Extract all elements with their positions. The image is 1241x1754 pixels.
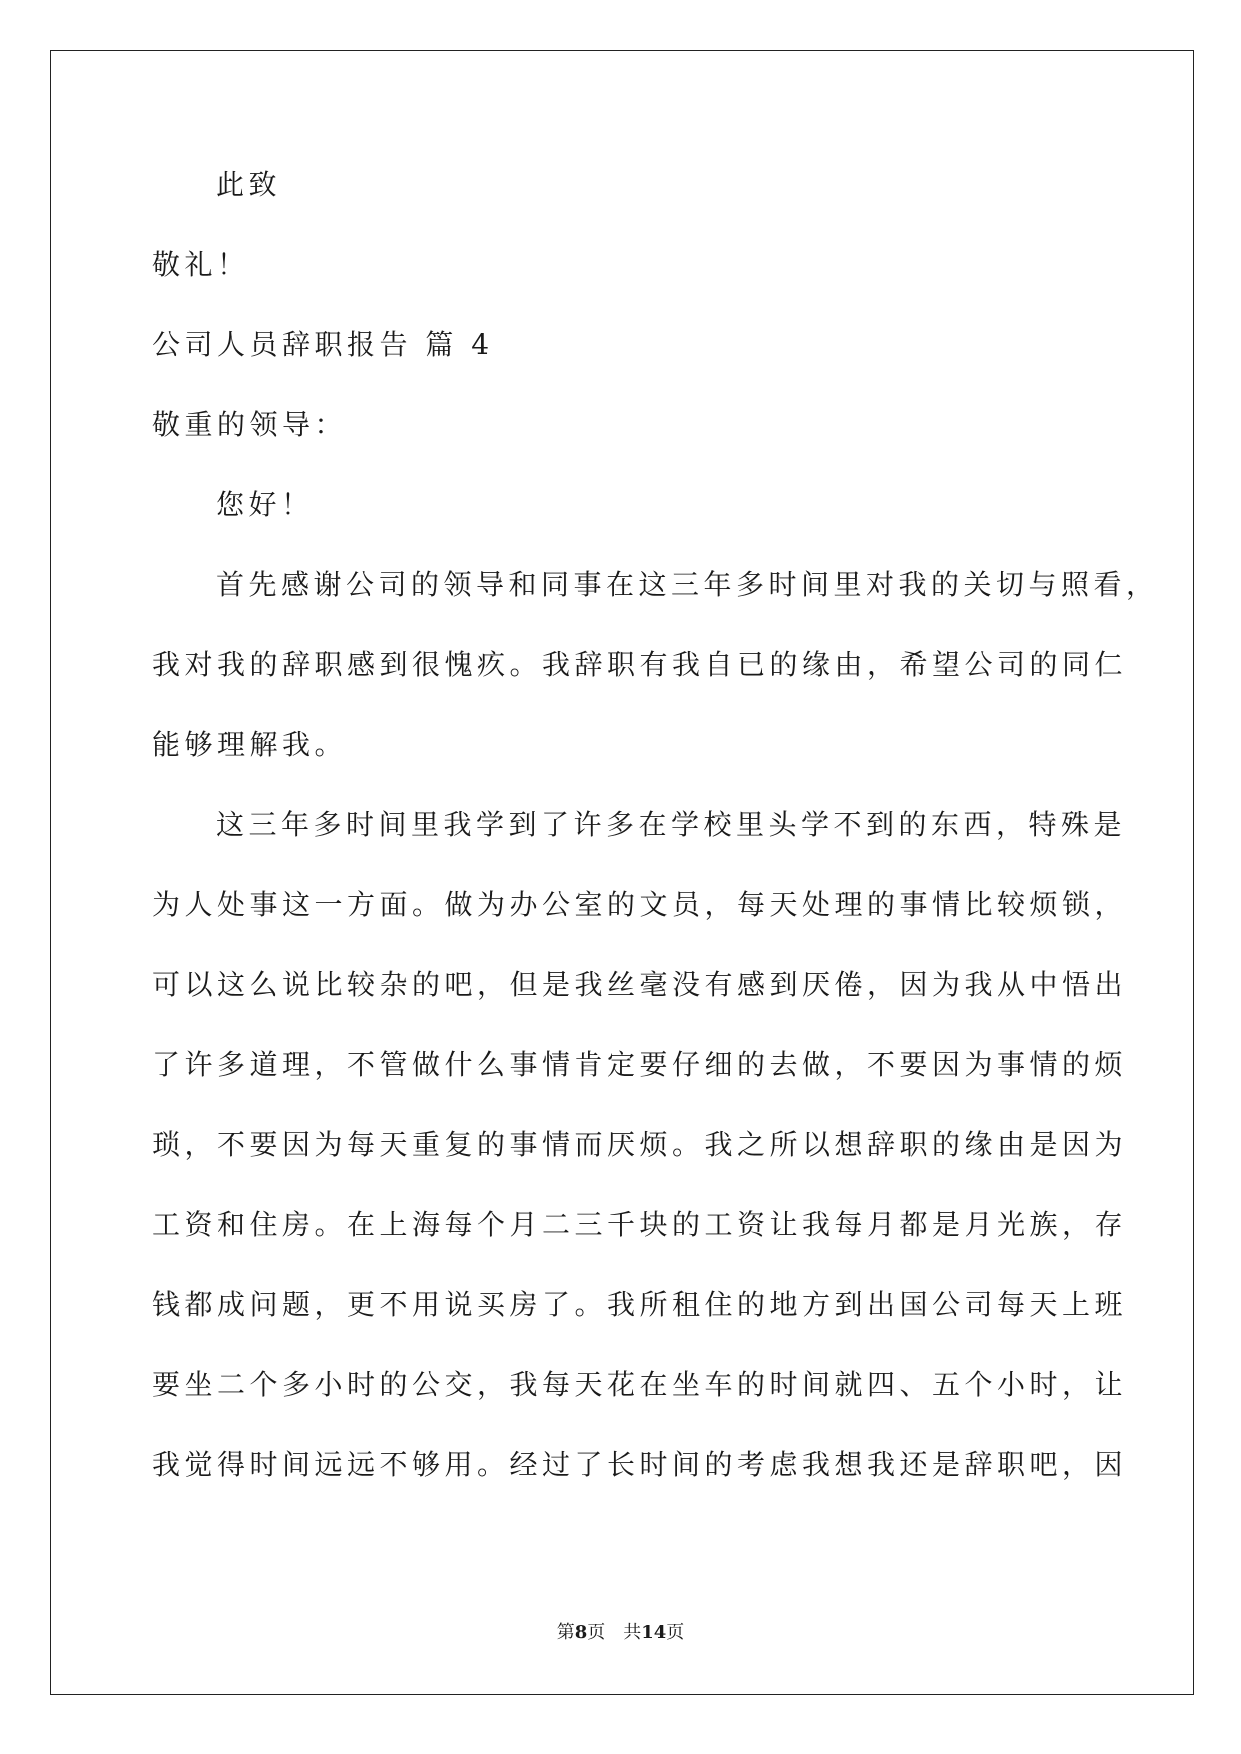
paragraph-line: 工资和住房。在上海每个月二三千块的工资让我每月都是月光族，存 <box>152 1208 1128 1241</box>
paragraph-line: 要坐二个多小时的公交，我每天花在坐车的时间就四、五个小时，让 <box>152 1368 1128 1401</box>
total-prefix: 共 <box>623 1622 642 1643</box>
greeting: 您好！ <box>216 488 314 521</box>
page-total: 14 <box>641 1622 667 1643</box>
paragraph-line: 这三年多时间里我学到了许多在学校里头学不到的东西，特殊是 <box>216 808 1127 841</box>
page-suffix: 页 <box>587 1622 606 1643</box>
paragraph-line: 琐，不要因为每天重复的事情而厌烦。我之所以想辞职的缘由是因为 <box>152 1128 1128 1161</box>
paragraph-line: 我对我的辞职感到很愧疚。我辞职有我自已的缘由，希望公司的同仁 <box>152 648 1128 681</box>
paragraph-line: 可以这么说比较杂的吧，但是我丝毫没有感到厌倦，因为我从中悟出 <box>152 968 1128 1001</box>
paragraph-line: 我觉得时间远远不够用。经过了长时间的考虑我想我还是辞职吧，因 <box>152 1448 1128 1481</box>
text-line: 敬礼！ <box>152 248 250 281</box>
salutation: 敬重的领导： <box>152 408 348 441</box>
document-body <box>152 160 1159 1520</box>
paragraph-line: 能够理解我。 <box>152 728 348 761</box>
text-line: 此致 <box>216 168 282 201</box>
paragraph-line: 首先感谢公司的领导和同事在这三年多时间里对我的关切与照看， <box>216 568 1159 601</box>
page-current: 8 <box>574 1622 588 1643</box>
paragraph-line: 为人处事这一方面。做为办公室的文员，每天处理的事情比较烦锁， <box>152 888 1128 921</box>
total-suffix: 页 <box>666 1622 685 1643</box>
page-prefix: 第 <box>556 1622 575 1643</box>
paragraph-line: 了许多道理，不管做什么事情肯定要仔细的去做，不要因为事情的烦 <box>152 1048 1128 1081</box>
section-heading: 公司人员辞职报告 篇 4 <box>152 328 494 361</box>
paragraph-line: 钱都成问题，更不用说买房了。我所租住的地方到出国公司每天上班 <box>152 1288 1128 1321</box>
page-footer <box>0 1618 1241 1644</box>
